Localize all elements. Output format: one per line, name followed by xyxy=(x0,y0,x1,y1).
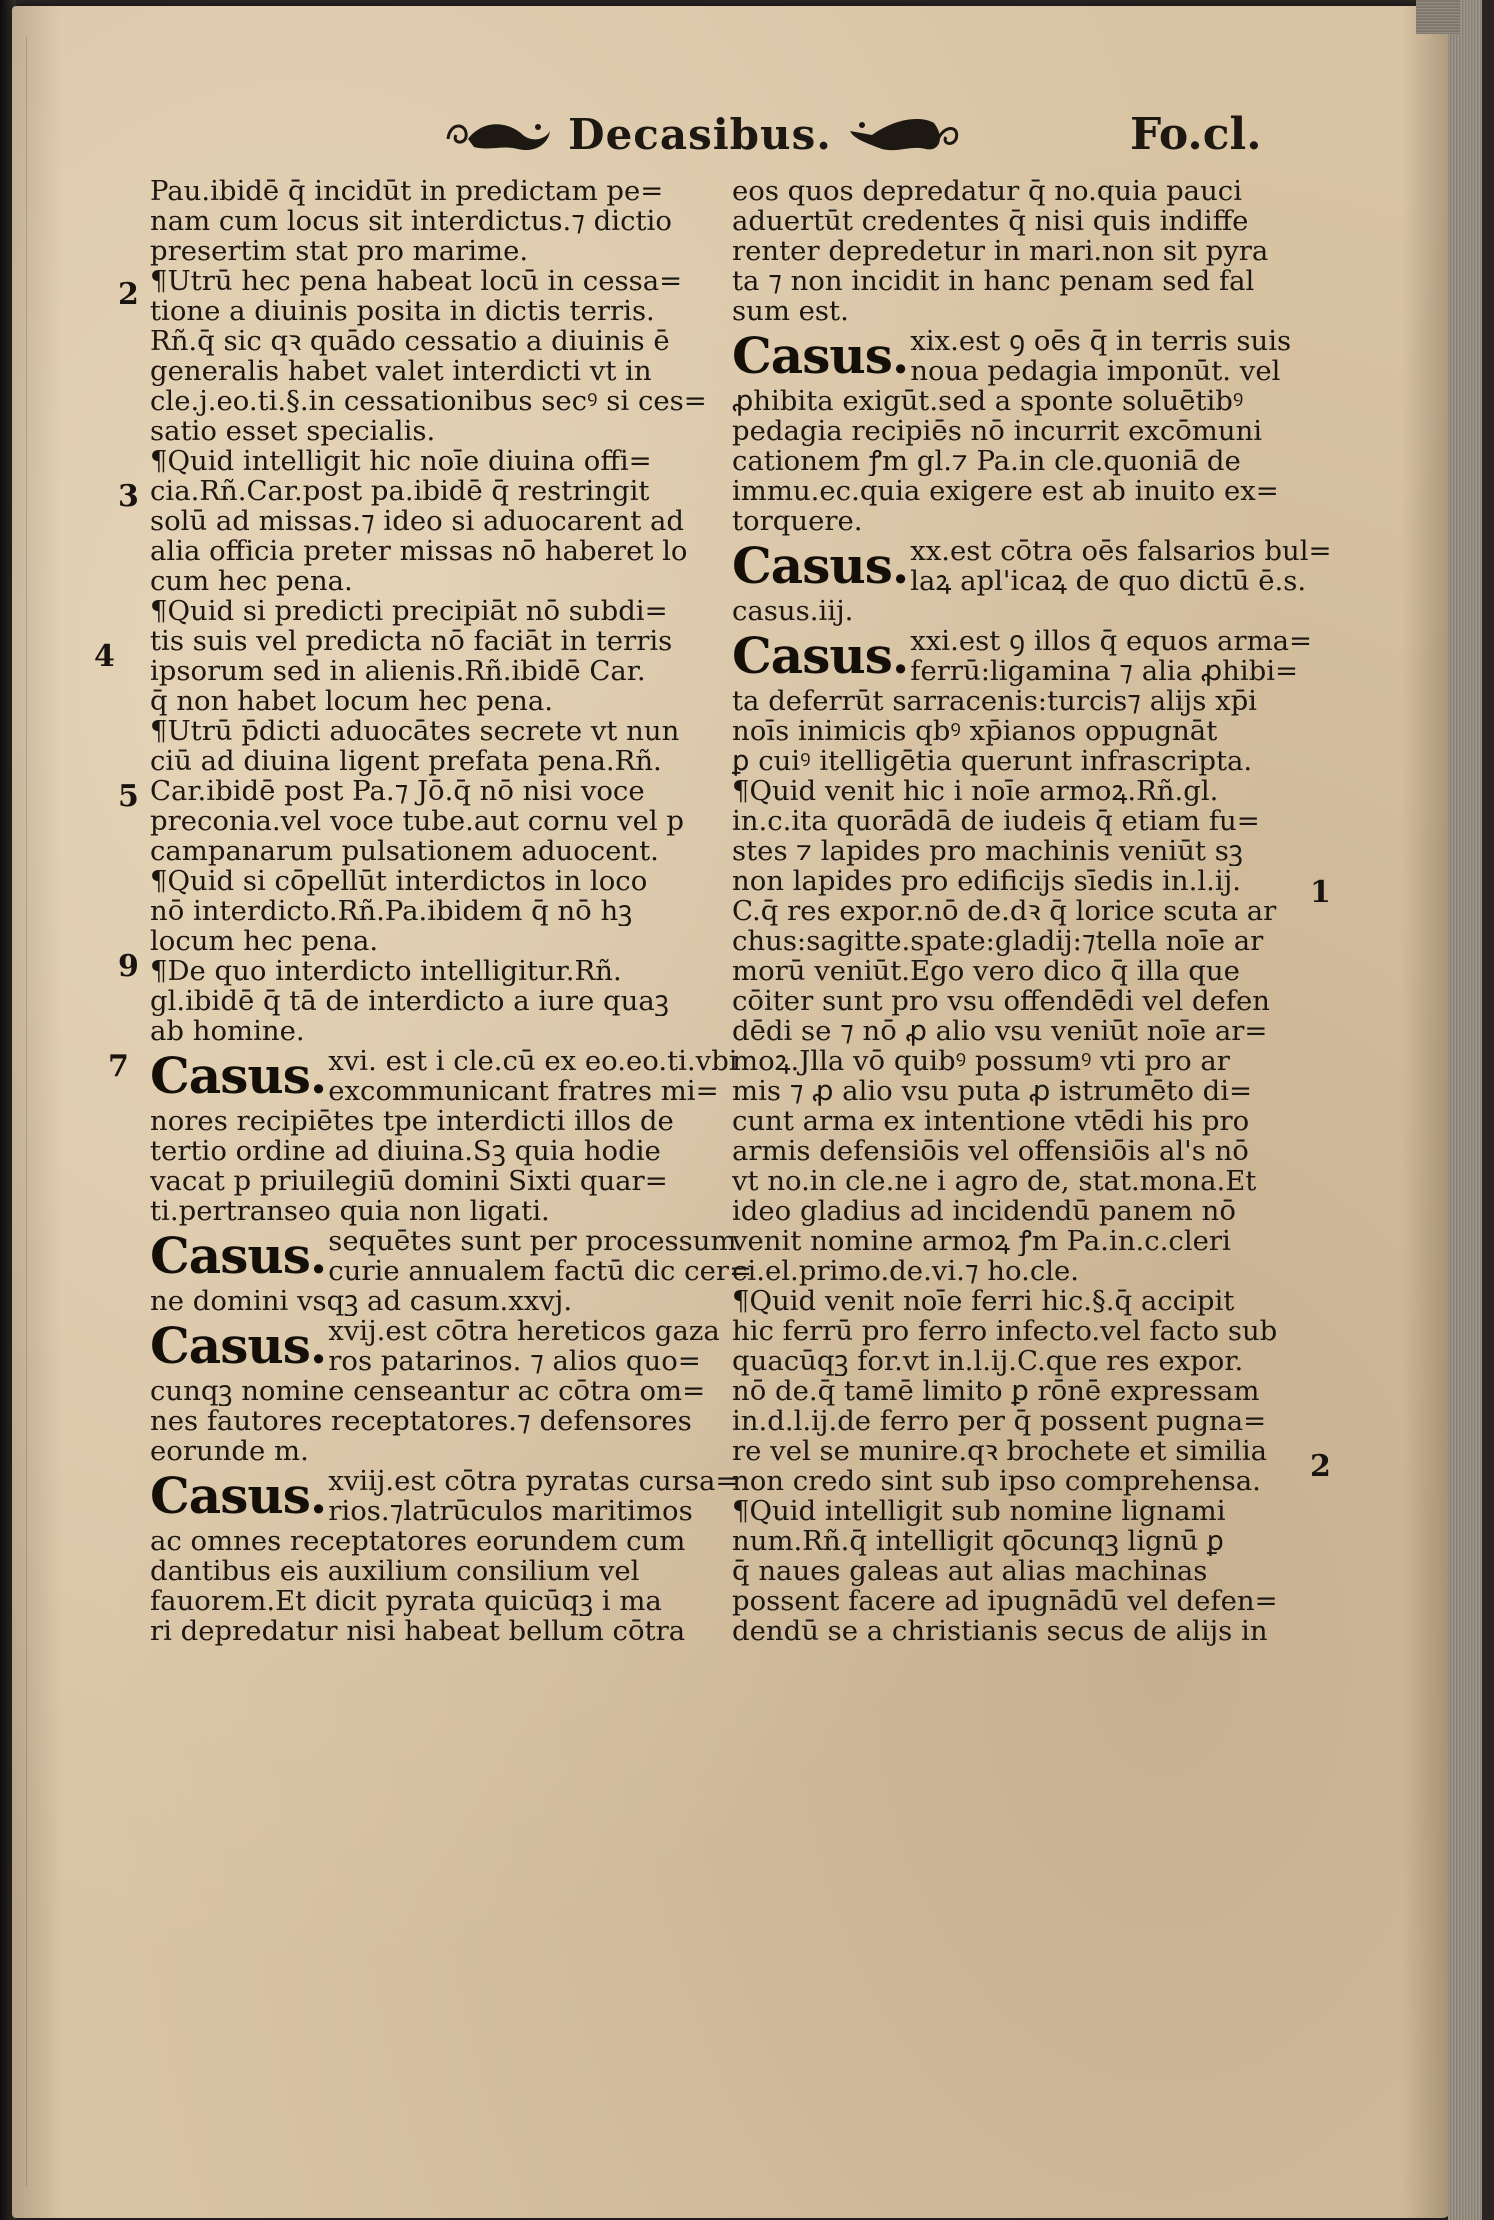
text-line: ¶Quid venit hic i noīe armoꝝ.Rñ.gl. xyxy=(732,776,1219,806)
text-line: num.Rñ.q̄ intelligit qōcunqꝫ lignū ꝑ xyxy=(732,1526,1224,1556)
text-line: rios.⁊latrūculos maritimos xyxy=(328,1496,693,1526)
text-line: cia.Rñ.Car.post pa.ibidē q̄ restringit xyxy=(150,476,650,506)
text-line: ci.el.primo.de.vi.⁊ ho.cle. xyxy=(732,1256,1080,1286)
text-line: fauorem.Et dicit pyrata quicūqꝫ i ma xyxy=(150,1586,662,1616)
text-line: mis ⁊ ꝓ alio vsu puta ꝓ istrumēto di= xyxy=(732,1076,1253,1106)
casus-heading xyxy=(732,536,1332,596)
text-line: curie annualem factū dic cer= xyxy=(328,1256,753,1286)
text-line: nores recipiētes tpe interdicti illos de xyxy=(150,1106,674,1136)
text-line: ¶De quo interdicto intelligitur.Rñ. xyxy=(150,956,622,986)
text-line: xviij.est cōtra pyratas cursa= xyxy=(328,1466,739,1496)
text-line: ipsorum sed in alienis.Rñ.ibidē Car. xyxy=(150,656,646,686)
casus-heading xyxy=(732,626,1332,686)
casus-initial: Casus. xyxy=(732,326,909,385)
text-line: non credo sint sub ipso comprehensa. xyxy=(732,1466,1261,1496)
text-line: in.d.l.ij.de ferro per q̄ possent pugna= xyxy=(732,1406,1267,1436)
text-line: ab homine. xyxy=(150,1016,305,1046)
left-ornament-icon xyxy=(438,109,558,159)
text-line: ne domini vsqꝫ ad casum.xxvj. xyxy=(150,1286,573,1316)
right-ornament-icon xyxy=(842,109,962,159)
text-line: in.c.ita quorādā de iudeis q̄ etiam fu= xyxy=(732,806,1260,836)
casus-initial: Casus. xyxy=(150,1046,327,1105)
text-line: armis defensiōis vel offensiōis al's nō xyxy=(732,1136,1249,1166)
text-line: laꝝ apl'icaꝝ de quo dictū ē.s. xyxy=(910,566,1307,596)
text-line: preconia.vel voce tube.aut cornu vel p xyxy=(150,806,684,836)
text-line: ideo gladius ad incidendū panem nō xyxy=(732,1196,1236,1226)
text-line: generalis habet valet interdicti vt in xyxy=(150,356,652,386)
text-line: noua pedagia imponūt. vel xyxy=(910,356,1281,386)
text-line: vacat p priuilegiū domini Sixti quar= xyxy=(150,1166,668,1196)
text-line: moꝝ.Jlla vō quibꝰ possumꝰ vti pro ar xyxy=(732,1046,1230,1076)
casus-heading xyxy=(150,1466,750,1526)
text-line: casus.iij. xyxy=(732,596,854,626)
text-line: ¶Quid intelligit sub nomine lignami xyxy=(732,1496,1226,1526)
text-line: nes fautores receptatores.⁊ defensores xyxy=(150,1406,692,1436)
text-line: cunqꝫ nomine censeantur ac cōtra om= xyxy=(150,1376,706,1406)
margin-number: 2 xyxy=(118,277,139,312)
text-line: cum hec pena. xyxy=(150,566,353,596)
text-line: cōiter sunt pro vsu offendēdi vel defen xyxy=(732,986,1270,1016)
text-line: alia officia preter missas nō haberet lo xyxy=(150,536,688,566)
book-edge-stack xyxy=(1448,0,1482,2220)
margin-number: 2 xyxy=(1310,1449,1331,1484)
left-text-column xyxy=(150,176,753,2116)
text-line: nō de.q̄ tamē limito ꝑ rōnē expressam xyxy=(732,1376,1260,1406)
text-line: tione a diuinis posita in dictis terris. xyxy=(150,296,655,326)
text-line: ri depredatur nisi habeat bellum cōtra xyxy=(150,1616,686,1646)
text-line: sum est. xyxy=(732,296,849,326)
text-line: renter depredetur in mari.non sit pyra xyxy=(732,236,1269,266)
text-line: ¶Utrū p̄dicti aduocātes secrete vt nun xyxy=(150,716,680,746)
text-line: locum hec pena. xyxy=(150,926,379,956)
text-line: cle.j.eo.ti.§.in cessationibus secꝰ si ces= xyxy=(150,386,707,416)
text-line: ta ⁊ non incidit in hanc penam sed fal xyxy=(732,266,1255,296)
text-line: dantibus eis auxilium consilium vel xyxy=(150,1556,640,1586)
text-line: pedagia recipiēs nō incurrit excōmuni xyxy=(732,416,1263,446)
right-text-column xyxy=(732,176,1332,2116)
text-line: eos quos depredatur q̄ no.quia pauci xyxy=(732,176,1242,206)
text-line: sequētes sunt per processum xyxy=(328,1226,737,1256)
text-line: solū ad missas.⁊ ideo si aduocarent ad xyxy=(150,506,685,536)
text-line: chus:sagitte.spate:gladij:⁊tella noīe ar xyxy=(732,926,1264,956)
text-line: non lapides pro edificijs sīedis in.l.ij. xyxy=(732,866,1241,896)
text-line: morū veniūt.Ego vero dico q̄ illa que xyxy=(732,956,1240,986)
text-line: immu.ec.quia exigere est ab inuito ex= xyxy=(732,476,1279,506)
text-line: xvi. est i cle.cū ex eo.eo.ti.vbi xyxy=(328,1046,738,1076)
text-line: cunt arma ex intentione vtēdi his pro xyxy=(732,1106,1250,1136)
margin-number: 7 xyxy=(108,1049,129,1084)
text-line: excommunicant fratres mi= xyxy=(328,1076,719,1106)
text-line: ¶Utrū hec pena habeat locū in cessa= xyxy=(150,266,683,296)
text-line: ti.pertranseo quia non ligati. xyxy=(150,1196,550,1226)
text-line: tis suis vel predicta nō faciāt in terris xyxy=(150,626,673,656)
casus-heading xyxy=(150,1316,750,1376)
text-line: campanarum pulsationem aduocent. xyxy=(150,836,659,866)
text-line: torquere. xyxy=(732,506,863,536)
text-line: gl.ibidē q̄ tā de interdicto a iure quaꝫ xyxy=(150,986,669,1016)
text-line: ꝑ cuiꝰ itelligētia querunt infrascripta. xyxy=(732,746,1253,776)
casus-heading xyxy=(732,326,1332,386)
text-line: noīs inimicis qbꝰ xp̄ianos oppugnāt xyxy=(732,716,1218,746)
text-line: q̄ naues galeas aut alias machinas xyxy=(732,1556,1208,1586)
text-line: eorunde m. xyxy=(150,1436,309,1466)
text-line: quacūqꝫ for.vt in.l.ij.C.que res expor. xyxy=(732,1346,1244,1376)
text-line: ¶Quid si predicti precipiāt nō subdi= xyxy=(150,596,668,626)
text-line: vt no.in cle.ne i agro de, stat.mona.Et xyxy=(732,1166,1257,1196)
margin-number: 4 xyxy=(94,639,115,674)
casus-initial: Casus. xyxy=(150,1226,327,1285)
text-line: satio esset specialis. xyxy=(150,416,436,446)
text-line: dendū se a christianis secus de alijs in xyxy=(732,1616,1268,1646)
text-line: nō interdicto.Rñ.Pa.ibidem q̄ nō hꝫ xyxy=(150,896,633,926)
text-line: stes ⁊ lapides pro machinis veniūt sꝫ xyxy=(732,836,1243,866)
text-line: ¶Quid venit noīe ferri hic.§.q̄ accipit xyxy=(732,1286,1235,1316)
text-line: tertio ordine ad diuina.Sꝫ quia hodie xyxy=(150,1136,661,1166)
text-line: ciū ad diuina ligent prefata pena.Rñ. xyxy=(150,746,662,776)
margin-number: 5 xyxy=(118,779,139,814)
text-line: ¶Quid intelligit hic noīe diuina offi= xyxy=(150,446,652,476)
casus-initial: Casus. xyxy=(150,1316,327,1375)
folio-number: Fo.cl. xyxy=(1130,108,1262,160)
running-head xyxy=(420,104,980,164)
text-line: ta deferrūt sarracenis:turcis⁊ alijs xp̄i xyxy=(732,686,1257,716)
text-line: Rñ.q̄ sic qꝛ quādo cessatio a diuinis ē xyxy=(150,326,670,356)
text-line: xix.est ꝯ oēs q̄ in terris suis xyxy=(910,326,1292,356)
text-line: aduertūt credentes q̄ nisi quis indiffe xyxy=(732,206,1249,236)
text-line: C.q̄ res expor.nō de.dꝛ q̄ lorice scuta ar xyxy=(732,896,1277,926)
text-line: hic ferrū pro ferro infecto.vel facto sub xyxy=(732,1316,1278,1346)
text-line: ros patarinos. ⁊ alios quo= xyxy=(328,1346,701,1376)
text-line: cationem ꝭm gl.⁊ Pa.in cle.quoniā de xyxy=(732,446,1241,476)
text-line: possent facere ad ipugnādū vel defen= xyxy=(732,1586,1278,1616)
text-line: xxi.est ꝯ illos q̄ equos arma= xyxy=(910,626,1313,656)
inner-margin-fold xyxy=(12,36,27,2186)
casus-initial: Casus. xyxy=(732,626,909,685)
text-line: ¶Quid si cōpellūt interdictos in loco xyxy=(150,866,648,896)
text-line: ꝓhibita exigūt.sed a sponte soluētibꝰ xyxy=(732,386,1244,416)
text-line: dēdi se ⁊ nō ꝓ alio vsu veniūt noīe ar= xyxy=(732,1016,1268,1046)
text-line: xvij.est cōtra hereticos gaza xyxy=(328,1316,720,1346)
margin-number: 9 xyxy=(118,949,139,984)
running-head-title: Decasibus. xyxy=(568,109,832,159)
text-line: q̄ non habet locum hec pena. xyxy=(150,686,553,716)
text-line: Pau.ibidē q̄ incidūt in predictam pe= xyxy=(150,176,664,206)
text-line: Car.ibidē post Pa.⁊ Jō.q̄ nō nisi voce xyxy=(150,776,645,806)
casus-initial: Casus. xyxy=(732,536,909,595)
text-line: xx.est cōtra oēs falsarios bul= xyxy=(910,536,1332,566)
margin-number: 1 xyxy=(1310,875,1331,910)
text-line: re vel se munire.qꝛ brochete et similia xyxy=(732,1436,1268,1466)
casus-initial: Casus. xyxy=(150,1466,327,1525)
text-line: presertim stat pro marime. xyxy=(150,236,529,266)
book-top-edge xyxy=(1416,0,1460,34)
text-line: ac omnes receptatores eorundem cum xyxy=(150,1526,686,1556)
text-line: ferrū:ligamina ⁊ alia ꝓhibi= xyxy=(910,656,1299,686)
text-line: venit nomine armoꝝ ꝭm Pa.in.c.cleri xyxy=(732,1226,1231,1256)
casus-heading xyxy=(150,1046,750,1106)
casus-heading xyxy=(150,1226,753,1286)
text-line: nam cum locus sit interdictus.⁊ dictio xyxy=(150,206,672,236)
margin-number: 3 xyxy=(118,479,139,514)
